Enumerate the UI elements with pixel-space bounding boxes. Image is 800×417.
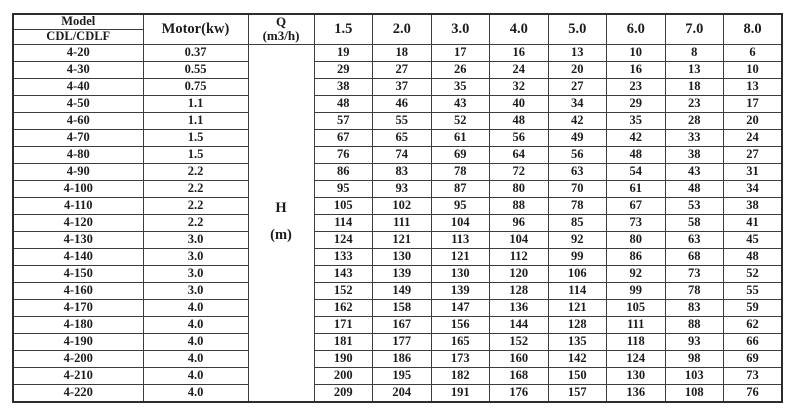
- head-value-cell: 52: [431, 112, 490, 129]
- flow-rate-column-header: 5.0: [548, 14, 607, 44]
- motor-power-cell: 4.0: [143, 299, 248, 316]
- head-value-cell: 58: [665, 214, 724, 231]
- head-value-cell: 167: [373, 316, 432, 333]
- head-value-cell: 49: [548, 129, 607, 146]
- head-value-cell: 136: [607, 384, 666, 402]
- head-value-cell: 43: [665, 163, 724, 180]
- head-value-cell: 64: [490, 146, 549, 163]
- model-cell: 4-40: [13, 78, 143, 95]
- head-value-cell: 78: [665, 282, 724, 299]
- head-value-cell: 68: [665, 248, 724, 265]
- head-value-cell: 18: [373, 44, 432, 61]
- head-value-cell: 95: [314, 180, 373, 197]
- model-cell: 4-70: [13, 129, 143, 146]
- q-unit: (m3/h): [262, 28, 300, 44]
- flow-rate-column-header: 8.0: [724, 14, 783, 44]
- head-value-cell: 27: [724, 146, 783, 163]
- table-row: [13, 146, 782, 163]
- table-row: [13, 384, 782, 402]
- head-value-cell: 121: [548, 299, 607, 316]
- h-label: H: [275, 200, 287, 217]
- model-header: Model: [13, 14, 143, 29]
- motor-power-cell: 2.2: [143, 197, 248, 214]
- head-value-cell: 130: [431, 265, 490, 282]
- head-value-cell: 78: [431, 163, 490, 180]
- head-value-cell: 156: [431, 316, 490, 333]
- motor-power-cell: 0.55: [143, 61, 248, 78]
- head-value-cell: 136: [490, 299, 549, 316]
- head-value-cell: 88: [490, 197, 549, 214]
- head-value-cell: 144: [490, 316, 549, 333]
- head-value-cell: 195: [373, 367, 432, 384]
- head-value-cell: 38: [724, 197, 783, 214]
- model-cell: 4-210: [13, 367, 143, 384]
- head-value-cell: 142: [548, 350, 607, 367]
- head-value-cell: 73: [607, 214, 666, 231]
- table-row: [13, 180, 782, 197]
- head-value-cell: 38: [665, 146, 724, 163]
- head-value-cell: 191: [431, 384, 490, 402]
- head-value-cell: 152: [490, 333, 549, 350]
- table-row: [13, 163, 782, 180]
- head-value-cell: 13: [548, 44, 607, 61]
- head-value-cell: 62: [724, 316, 783, 333]
- model-cell: 4-110: [13, 197, 143, 214]
- head-value-cell: 149: [373, 282, 432, 299]
- head-value-cell: 150: [548, 367, 607, 384]
- head-value-cell: 173: [431, 350, 490, 367]
- head-value-cell: 24: [724, 129, 783, 146]
- table-row: [13, 129, 782, 146]
- head-value-cell: 111: [373, 214, 432, 231]
- motor-power-cell: 0.75: [143, 78, 248, 95]
- motor-power-cell: 3.0: [143, 248, 248, 265]
- head-value-cell: 190: [314, 350, 373, 367]
- head-value-cell: 106: [548, 265, 607, 282]
- head-value-cell: 143: [314, 265, 373, 282]
- motor-power-cell: 2.2: [143, 180, 248, 197]
- model-cell: 4-80: [13, 146, 143, 163]
- head-value-cell: 55: [373, 112, 432, 129]
- head-value-cell: 27: [548, 78, 607, 95]
- head-value-cell: 34: [724, 180, 783, 197]
- head-value-cell: 99: [548, 248, 607, 265]
- head-value-cell: 162: [314, 299, 373, 316]
- head-value-cell: 45: [724, 231, 783, 248]
- head-value-cell: 80: [607, 231, 666, 248]
- head-value-cell: 27: [373, 61, 432, 78]
- motor-power-cell: 1.1: [143, 95, 248, 112]
- head-value-cell: 48: [724, 248, 783, 265]
- head-value-cell: 56: [548, 146, 607, 163]
- head-value-cell: 95: [431, 197, 490, 214]
- head-value-cell: 26: [431, 61, 490, 78]
- head-value-cell: 33: [665, 129, 724, 146]
- table-row: [13, 197, 782, 214]
- head-value-cell: 73: [724, 367, 783, 384]
- motor-power-cell: 3.0: [143, 231, 248, 248]
- header-row-1: [13, 14, 782, 29]
- flow-rate-column-header: 1.5: [314, 14, 373, 44]
- motor-power-cell: 4.0: [143, 384, 248, 402]
- head-value-cell: 35: [431, 78, 490, 95]
- head-value-cell: 83: [373, 163, 432, 180]
- head-value-cell: 23: [607, 78, 666, 95]
- head-value-cell: 48: [314, 95, 373, 112]
- head-value-cell: 135: [548, 333, 607, 350]
- table-row: [13, 299, 782, 316]
- motor-power-cell: 2.2: [143, 163, 248, 180]
- head-value-cell: 65: [373, 129, 432, 146]
- head-value-cell: 10: [607, 44, 666, 61]
- motor-power-cell: 1.1: [143, 112, 248, 129]
- head-value-cell: 32: [490, 78, 549, 95]
- head-value-cell: 200: [314, 367, 373, 384]
- head-value-cell: 76: [314, 146, 373, 163]
- head-value-cell: 54: [607, 163, 666, 180]
- model-series-header: CDL/CDLF: [13, 29, 143, 44]
- motor-power-cell: 4.0: [143, 367, 248, 384]
- head-value-cell: 17: [431, 44, 490, 61]
- head-value-cell: 42: [548, 112, 607, 129]
- head-value-cell: 17: [724, 95, 783, 112]
- head-value-cell: 67: [314, 129, 373, 146]
- motor-power-cell: 1.5: [143, 146, 248, 163]
- motor-power-cell: 4.0: [143, 316, 248, 333]
- head-value-cell: 124: [607, 350, 666, 367]
- motor-power-cell: 3.0: [143, 282, 248, 299]
- head-value-cell: 8: [665, 44, 724, 61]
- head-value-cell: 99: [607, 282, 666, 299]
- model-cell: 4-220: [13, 384, 143, 402]
- head-value-cell: 120: [490, 265, 549, 282]
- head-value-cell: 29: [314, 61, 373, 78]
- head-value-cell: 118: [607, 333, 666, 350]
- head-value-cell: 35: [607, 112, 666, 129]
- head-value-cell: 121: [373, 231, 432, 248]
- model-cell: 4-150: [13, 265, 143, 282]
- head-value-cell: 61: [431, 129, 490, 146]
- motor-power-cell: 1.5: [143, 129, 248, 146]
- head-value-cell: 133: [314, 248, 373, 265]
- head-value-cell: 74: [373, 146, 432, 163]
- head-value-cell: 48: [490, 112, 549, 129]
- head-value-cell: 92: [548, 231, 607, 248]
- table-row: [13, 333, 782, 350]
- pump-performance-table: [12, 13, 783, 403]
- table-row: [13, 214, 782, 231]
- head-value-cell: 67: [607, 197, 666, 214]
- head-value-cell: 29: [607, 95, 666, 112]
- head-value-cell: 204: [373, 384, 432, 402]
- head-value-cell: 56: [490, 129, 549, 146]
- head-value-cell: 158: [373, 299, 432, 316]
- head-value-cell: 147: [431, 299, 490, 316]
- head-value-cell: 83: [665, 299, 724, 316]
- head-value-cell: 34: [548, 95, 607, 112]
- head-value-cell: 85: [548, 214, 607, 231]
- head-value-cell: 73: [665, 265, 724, 282]
- head-value-cell: 177: [373, 333, 432, 350]
- head-value-cell: 88: [665, 316, 724, 333]
- motor-power-cell: 3.0: [143, 265, 248, 282]
- head-value-cell: 61: [607, 180, 666, 197]
- head-value-cell: 168: [490, 367, 549, 384]
- table-row: [13, 78, 782, 95]
- head-value-cell: 139: [373, 265, 432, 282]
- head-value-cell: 18: [665, 78, 724, 95]
- head-value-cell: 13: [724, 78, 783, 95]
- table-row: [13, 265, 782, 282]
- head-value-cell: 139: [431, 282, 490, 299]
- head-value-cell: 121: [431, 248, 490, 265]
- head-value-cell: 66: [724, 333, 783, 350]
- table-row: [13, 112, 782, 129]
- head-value-cell: 112: [490, 248, 549, 265]
- head-value-cell: 46: [373, 95, 432, 112]
- head-value-cell: 70: [548, 180, 607, 197]
- head-value-cell: 93: [373, 180, 432, 197]
- head-value-cell: 130: [607, 367, 666, 384]
- head-value-cell: 20: [548, 61, 607, 78]
- head-value-cell: 182: [431, 367, 490, 384]
- motor-power-header: Motor(kw): [143, 14, 248, 44]
- q-label: Q: [275, 14, 287, 30]
- head-value-cell: 130: [373, 248, 432, 265]
- head-value-cell: 98: [665, 350, 724, 367]
- head-value-cell: 59: [724, 299, 783, 316]
- table-row: [13, 231, 782, 248]
- head-value-cell: 69: [724, 350, 783, 367]
- model-cell: 4-130: [13, 231, 143, 248]
- flow-rate-column-header: 7.0: [665, 14, 724, 44]
- head-value-cell: 13: [665, 61, 724, 78]
- head-value-cell: 86: [607, 248, 666, 265]
- head-value-cell: 19: [314, 44, 373, 61]
- head-value-cell: 171: [314, 316, 373, 333]
- head-value-cell: 96: [490, 214, 549, 231]
- flow-rate-unit-header: [248, 14, 314, 44]
- head-value-cell: 23: [665, 95, 724, 112]
- head-value-cell: 113: [431, 231, 490, 248]
- head-value-cell: 55: [724, 282, 783, 299]
- table-row: [13, 282, 782, 299]
- head-value-cell: 108: [665, 384, 724, 402]
- model-cell: 4-190: [13, 333, 143, 350]
- motor-power-cell: 4.0: [143, 350, 248, 367]
- head-value-cell: 152: [314, 282, 373, 299]
- head-value-cell: 86: [314, 163, 373, 180]
- head-value-cell: 76: [724, 384, 783, 402]
- head-value-cell: 92: [607, 265, 666, 282]
- head-value-cell: 128: [490, 282, 549, 299]
- head-value-cell: 128: [548, 316, 607, 333]
- head-value-cell: 93: [665, 333, 724, 350]
- head-value-cell: 104: [490, 231, 549, 248]
- head-value-cell: 31: [724, 163, 783, 180]
- head-value-cell: 16: [607, 61, 666, 78]
- head-value-cell: 57: [314, 112, 373, 129]
- head-value-cell: 37: [373, 78, 432, 95]
- motor-power-cell: 0.37: [143, 44, 248, 61]
- head-value-cell: 80: [490, 180, 549, 197]
- head-value-cell: 38: [314, 78, 373, 95]
- table-row: [13, 95, 782, 112]
- head-value-cell: 102: [373, 197, 432, 214]
- head-value-cell: 72: [490, 163, 549, 180]
- head-value-cell: 63: [665, 231, 724, 248]
- head-value-cell: 69: [431, 146, 490, 163]
- motor-power-cell: 4.0: [143, 333, 248, 350]
- head-value-cell: 87: [431, 180, 490, 197]
- head-unit-merged-cell: [248, 44, 314, 402]
- head-value-cell: 165: [431, 333, 490, 350]
- table-row: [13, 350, 782, 367]
- model-cell: 4-120: [13, 214, 143, 231]
- head-value-cell: 176: [490, 384, 549, 402]
- model-cell: 4-200: [13, 350, 143, 367]
- head-value-cell: 10: [724, 61, 783, 78]
- head-value-cell: 103: [665, 367, 724, 384]
- head-value-cell: 28: [665, 112, 724, 129]
- model-cell: 4-90: [13, 163, 143, 180]
- head-value-cell: 181: [314, 333, 373, 350]
- h-unit: (m): [270, 227, 292, 244]
- table-row: [13, 61, 782, 78]
- table-row: [13, 316, 782, 333]
- head-value-cell: 43: [431, 95, 490, 112]
- head-value-cell: 16: [490, 44, 549, 61]
- motor-power-cell: 2.2: [143, 214, 248, 231]
- model-cell: 4-160: [13, 282, 143, 299]
- head-value-cell: 157: [548, 384, 607, 402]
- head-value-cell: 48: [607, 146, 666, 163]
- head-value-cell: 124: [314, 231, 373, 248]
- head-value-cell: 105: [607, 299, 666, 316]
- head-value-cell: 48: [665, 180, 724, 197]
- head-value-cell: 42: [607, 129, 666, 146]
- flow-rate-column-header: 3.0: [431, 14, 490, 44]
- table-row: [13, 367, 782, 384]
- table-row: [13, 44, 782, 61]
- model-cell: 4-140: [13, 248, 143, 265]
- head-value-cell: 105: [314, 197, 373, 214]
- head-value-cell: 78: [548, 197, 607, 214]
- table-row: [13, 248, 782, 265]
- head-value-cell: 52: [724, 265, 783, 282]
- head-value-cell: 114: [314, 214, 373, 231]
- head-value-cell: 209: [314, 384, 373, 402]
- head-value-cell: 63: [548, 163, 607, 180]
- flow-rate-column-header: 4.0: [490, 14, 549, 44]
- flow-rate-column-header: 2.0: [373, 14, 432, 44]
- model-cell: 4-180: [13, 316, 143, 333]
- head-value-cell: 53: [665, 197, 724, 214]
- flow-rate-column-header: 6.0: [607, 14, 666, 44]
- model-cell: 4-30: [13, 61, 143, 78]
- head-value-cell: 40: [490, 95, 549, 112]
- model-cell: 4-170: [13, 299, 143, 316]
- head-value-cell: 24: [490, 61, 549, 78]
- head-value-cell: 20: [724, 112, 783, 129]
- head-value-cell: 41: [724, 214, 783, 231]
- head-value-cell: 6: [724, 44, 783, 61]
- model-cell: 4-50: [13, 95, 143, 112]
- head-value-cell: 114: [548, 282, 607, 299]
- table-body: [13, 44, 782, 402]
- head-value-cell: 104: [431, 214, 490, 231]
- model-cell: 4-100: [13, 180, 143, 197]
- model-cell: 4-60: [13, 112, 143, 129]
- head-value-cell: 111: [607, 316, 666, 333]
- head-value-cell: 186: [373, 350, 432, 367]
- table-header: [13, 14, 782, 44]
- model-cell: 4-20: [13, 44, 143, 61]
- head-value-cell: 160: [490, 350, 549, 367]
